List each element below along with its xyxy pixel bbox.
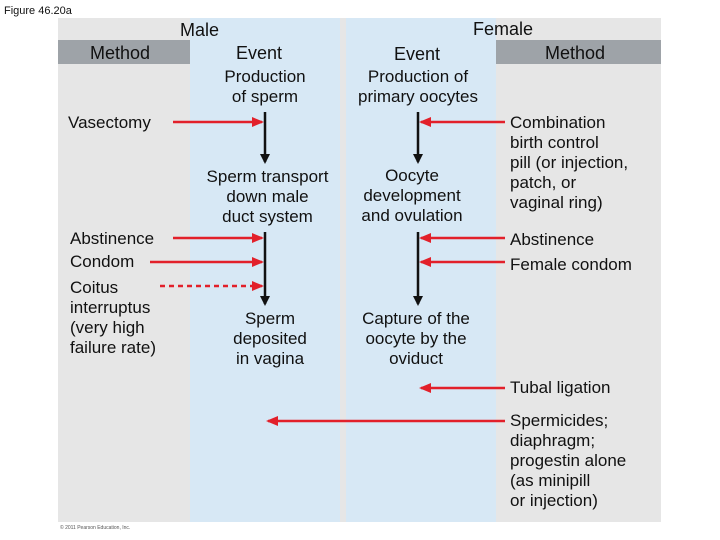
- event-sperm-deposited: Sperm deposited in vagina: [233, 309, 307, 368]
- method-female-condom: Female condom: [510, 255, 632, 274]
- event-production-of-oocytes: Production of primary oocytes: [358, 67, 478, 106]
- method-header-right: Method: [545, 43, 606, 63]
- method-header-left: Method: [90, 43, 151, 63]
- event-oocyte-development: Oocyte development and ovulation: [361, 166, 463, 225]
- method-abstinence-female: Abstinence: [510, 230, 595, 249]
- method-coitus-interruptus: Coitus interruptus (very high failure rate): [70, 278, 156, 357]
- method-combination-pill: Combination birth control pill (or injection, patch, or vaginal ring): [510, 113, 629, 212]
- event-header-female: Event: [394, 44, 441, 64]
- event-capture-of-oocyte: Capture of the oocyte by the oviduct: [362, 309, 470, 368]
- method-spermicides: Spermicides; diaphragm; progestin alone (as minipill or injection): [510, 411, 627, 510]
- method-vasectomy: Vasectomy: [68, 113, 151, 132]
- male-header: Male: [180, 20, 220, 40]
- figure-label: Figure 46.20a: [4, 5, 72, 17]
- copyright-notice: © 2011 Pearson Education, Inc.: [60, 525, 131, 531]
- event-sperm-transport: Sperm transport down male duct system: [206, 167, 329, 226]
- method-tubal-ligation: Tubal ligation: [510, 378, 611, 397]
- method-condom: Condom: [70, 252, 135, 271]
- event-header-male: Event: [236, 43, 283, 63]
- method-abstinence-male: Abstinence: [70, 229, 155, 248]
- event-production-of-sperm: Production of sperm: [224, 67, 306, 106]
- female-header: Female: [473, 19, 534, 39]
